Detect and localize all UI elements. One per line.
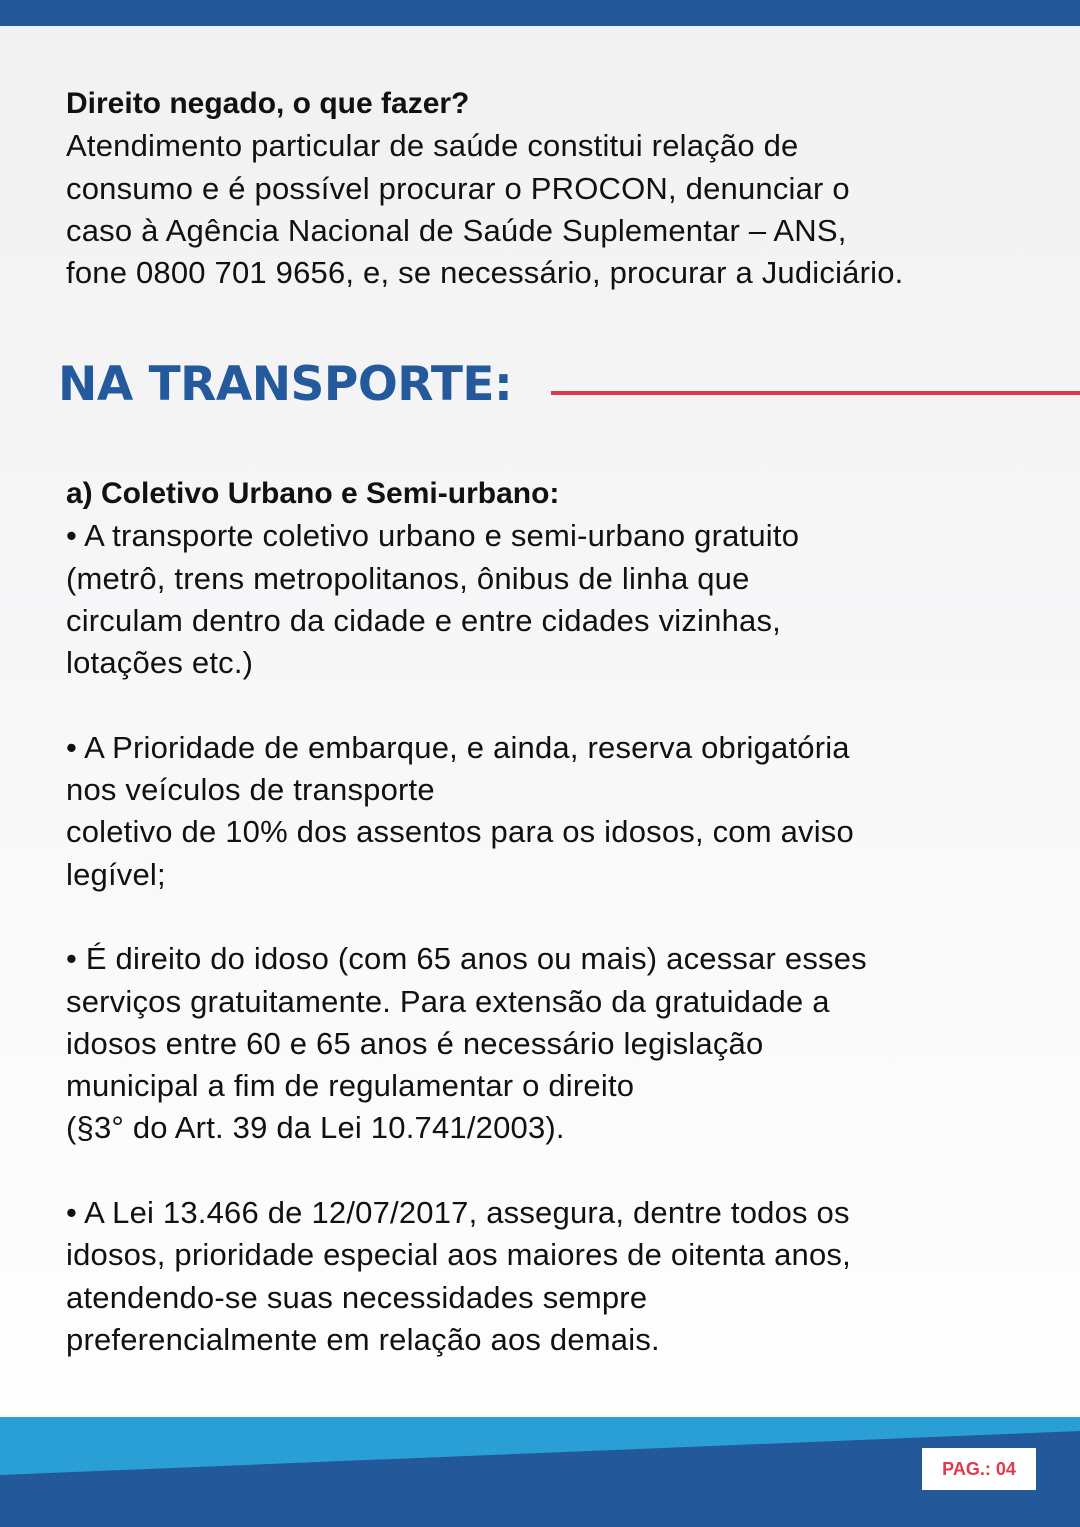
bullet-line: • A Prioridade de embarque, e ainda, reserva obrigatória — [66, 729, 850, 765]
bullet-line: coletivo de 10% dos assentos para os idosos, com aviso — [66, 814, 854, 850]
bullet-line: legível; — [66, 856, 166, 892]
subsection-title: a) Coletivo Urbano e Semi-urbano: — [66, 477, 560, 510]
section-divider — [551, 391, 1080, 395]
intro-block — [66, 83, 1026, 294]
bullet-line: municipal a fim de regulamentar o direito — [66, 1068, 635, 1104]
footer-graphic — [0, 1417, 1080, 1527]
intro-line: Atendimento particular de saúde constitui relação de — [66, 128, 799, 164]
section-title: NA TRANSPORTE: — [58, 357, 513, 412]
page-number-badge: PAG.: 04 — [922, 1448, 1036, 1490]
spacer — [66, 684, 1026, 726]
bullet-line: • A Lei 13.466 de 12/07/2017, assegura, dentre todos os — [66, 1195, 850, 1231]
bullet-line: lotações etc.) — [66, 645, 254, 681]
intro-title: Direito negado, o que fazer? — [66, 87, 470, 120]
top-bar — [0, 0, 1080, 26]
spacer — [66, 896, 1026, 938]
bullet-line: circulam dentro da cidade e entre cidades vizinhas, — [66, 602, 781, 638]
bullet-line: nos veículos de transporte — [66, 772, 435, 808]
bullet-line: preferencialmente em relação aos demais. — [66, 1321, 660, 1357]
intro-line: fone 0800 701 9656, e, se necessário, procurar a Judiciário. — [66, 255, 904, 291]
bullet-line: idosos entre 60 e 65 anos é necessário legislação — [66, 1025, 764, 1061]
footer-band — [0, 1417, 1080, 1527]
bullet-line: • A transporte coletivo urbano e semi-urbano gratuito — [66, 518, 800, 554]
spacer — [66, 1150, 1026, 1192]
section-heading — [58, 355, 1080, 415]
bullet-line: • É direito do idoso (com 65 anos ou mais) acessar esses — [66, 941, 867, 977]
bullet-line: serviços gratuitamente. Para extensão da gratuidade a — [66, 983, 830, 1019]
transport-block — [66, 473, 1026, 1361]
intro-line: caso à Agência Nacional de Saúde Suplementar – ANS, — [66, 212, 847, 248]
intro-line: consumo e é possível procurar o PROCON, denunciar o — [66, 170, 850, 206]
bullet-line: atendendo-se suas necessidades sempre — [66, 1279, 648, 1315]
bullet-line: idosos, prioridade especial aos maiores de oitenta anos, — [66, 1237, 851, 1273]
bullet-line: (metrô, trens metropolitanos, ônibus de linha que — [66, 560, 750, 596]
bullet-line: (§3° do Art. 39 da Lei 10.741/2003). — [66, 1110, 565, 1146]
